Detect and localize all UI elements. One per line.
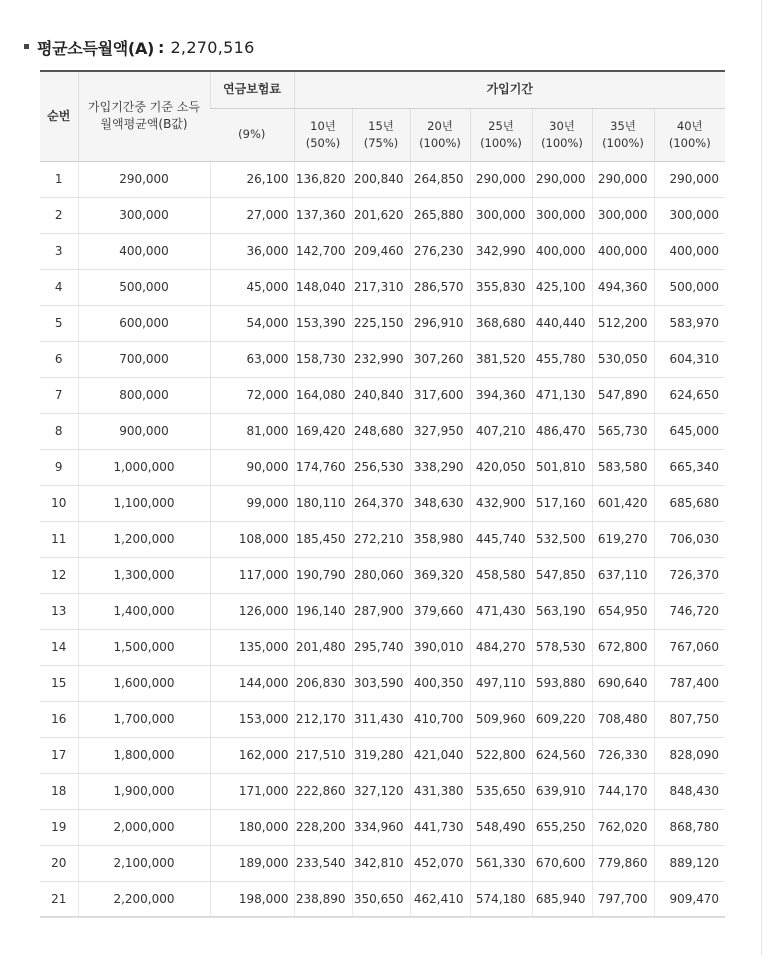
cell-40y: 685,680: [654, 485, 725, 521]
cell-25y: 300,000: [470, 197, 532, 233]
table-row: [40, 665, 725, 701]
period-rate: (100%): [419, 135, 461, 150]
cell-basis: 1,700,000: [78, 701, 210, 737]
cell-seq: 15: [40, 665, 78, 701]
cell-basis: 900,000: [78, 413, 210, 449]
cell-10y: 142,700: [294, 233, 352, 269]
cell-25y: 355,830: [470, 269, 532, 305]
cell-15y: 319,280: [352, 737, 410, 773]
cell-15y: 280,060: [352, 557, 410, 593]
heading-value: 2,270,516: [170, 37, 255, 57]
pension-rate-table: [40, 70, 725, 918]
cell-10y: 174,760: [294, 449, 352, 485]
cell-25y: 522,800: [470, 737, 532, 773]
cell-35y: 708,480: [592, 701, 654, 737]
cell-30y: 455,780: [532, 341, 592, 377]
cell-15y: 327,120: [352, 773, 410, 809]
table-row: [40, 881, 725, 917]
cell-25y: 471,430: [470, 593, 532, 629]
cell-15y: 334,960: [352, 809, 410, 845]
cell-35y: 601,420: [592, 485, 654, 521]
cell-15y: 311,430: [352, 701, 410, 737]
table-row: [40, 233, 725, 269]
table-row: [40, 809, 725, 845]
cell-10y: 233,540: [294, 845, 352, 881]
cell-30y: 290,000: [532, 161, 592, 197]
cell-15y: 272,210: [352, 521, 410, 557]
cell-25y: 407,210: [470, 413, 532, 449]
table-row: [40, 845, 725, 881]
cell-30y: 486,470: [532, 413, 592, 449]
cell-20y: 265,880: [410, 197, 470, 233]
cell-30y: 609,220: [532, 701, 592, 737]
cell-10y: 169,420: [294, 413, 352, 449]
cell-20y: 276,230: [410, 233, 470, 269]
table-row: [40, 557, 725, 593]
cell-40y: 726,370: [654, 557, 725, 593]
cell-20y: 421,040: [410, 737, 470, 773]
cell-25y: 509,960: [470, 701, 532, 737]
cell-40y: 583,970: [654, 305, 725, 341]
cell-15y: 287,900: [352, 593, 410, 629]
cell-25y: 445,740: [470, 521, 532, 557]
cell-35y: 300,000: [592, 197, 654, 233]
cell-40y: 624,650: [654, 377, 725, 413]
cell-20y: 358,980: [410, 521, 470, 557]
cell-seq: 14: [40, 629, 78, 665]
cell-premium: 45,000: [210, 269, 294, 305]
cell-40y: 665,340: [654, 449, 725, 485]
cell-seq: 10: [40, 485, 78, 521]
cell-basis: 2,200,000: [78, 881, 210, 917]
header-period: 가입기간: [294, 71, 725, 108]
cell-35y: 726,330: [592, 737, 654, 773]
cell-40y: 500,000: [654, 269, 725, 305]
cell-15y: 350,650: [352, 881, 410, 917]
cell-35y: 583,580: [592, 449, 654, 485]
header-period-15: [352, 108, 410, 161]
table-row: [40, 413, 725, 449]
cell-25y: 290,000: [470, 161, 532, 197]
cell-seq: 13: [40, 593, 78, 629]
table-row: [40, 593, 725, 629]
cell-basis: 1,500,000: [78, 629, 210, 665]
cell-35y: 290,000: [592, 161, 654, 197]
cell-20y: 369,320: [410, 557, 470, 593]
header-premium: 연금보험료: [210, 71, 294, 108]
cell-basis: 2,100,000: [78, 845, 210, 881]
cell-premium: 117,000: [210, 557, 294, 593]
cell-premium: 36,000: [210, 233, 294, 269]
cell-30y: 425,100: [532, 269, 592, 305]
cell-premium: 27,000: [210, 197, 294, 233]
header-period-10: [294, 108, 352, 161]
cell-10y: 212,170: [294, 701, 352, 737]
cell-basis: 1,100,000: [78, 485, 210, 521]
cell-30y: 655,250: [532, 809, 592, 845]
cell-25y: 535,650: [470, 773, 532, 809]
cell-premium: 189,000: [210, 845, 294, 881]
period-rate: (100%): [480, 135, 522, 150]
cell-25y: 342,990: [470, 233, 532, 269]
cell-premium: 126,000: [210, 593, 294, 629]
cell-10y: 206,830: [294, 665, 352, 701]
heading-label: 평균소득월액(A): [37, 38, 155, 58]
cell-30y: 578,530: [532, 629, 592, 665]
cell-basis: 1,300,000: [78, 557, 210, 593]
cell-seq: 19: [40, 809, 78, 845]
cell-premium: 198,000: [210, 881, 294, 917]
cell-10y: 217,510: [294, 737, 352, 773]
cell-basis: 300,000: [78, 197, 210, 233]
cell-35y: 779,860: [592, 845, 654, 881]
table-row: [40, 305, 725, 341]
cell-20y: 338,290: [410, 449, 470, 485]
cell-premium: 135,000: [210, 629, 294, 665]
cell-20y: 400,350: [410, 665, 470, 701]
cell-seq: 5: [40, 305, 78, 341]
cell-30y: 300,000: [532, 197, 592, 233]
cell-10y: 164,080: [294, 377, 352, 413]
cell-35y: 744,170: [592, 773, 654, 809]
cell-seq: 17: [40, 737, 78, 773]
period-rate: (100%): [668, 135, 711, 150]
cell-15y: 264,370: [352, 485, 410, 521]
cell-seq: 1: [40, 161, 78, 197]
cell-basis: 1,600,000: [78, 665, 210, 701]
cell-30y: 624,560: [532, 737, 592, 773]
cell-20y: 327,950: [410, 413, 470, 449]
cell-basis: 1,000,000: [78, 449, 210, 485]
cell-30y: 670,600: [532, 845, 592, 881]
cell-40y: 604,310: [654, 341, 725, 377]
cell-35y: 512,200: [592, 305, 654, 341]
cell-30y: 593,880: [532, 665, 592, 701]
heading-separator: :: [158, 37, 165, 57]
table-row: [40, 269, 725, 305]
cell-25y: 548,490: [470, 809, 532, 845]
cell-40y: 746,720: [654, 593, 725, 629]
cell-30y: 400,000: [532, 233, 592, 269]
cell-seq: 16: [40, 701, 78, 737]
period-rate: (50%): [305, 135, 341, 150]
header-basis: [78, 71, 210, 161]
header-period-20: [410, 108, 470, 161]
cell-40y: 706,030: [654, 521, 725, 557]
cell-10y: 136,820: [294, 161, 352, 197]
cell-30y: 517,160: [532, 485, 592, 521]
cell-premium: 90,000: [210, 449, 294, 485]
table-row: [40, 701, 725, 737]
cell-basis: 800,000: [78, 377, 210, 413]
cell-basis: 1,400,000: [78, 593, 210, 629]
header-premium-rate: (9%): [210, 108, 294, 161]
cell-15y: 201,620: [352, 197, 410, 233]
cell-20y: 307,260: [410, 341, 470, 377]
table-row: [40, 377, 725, 413]
cell-10y: 238,890: [294, 881, 352, 917]
average-income-heading: [24, 34, 255, 60]
cell-basis: 700,000: [78, 341, 210, 377]
cell-15y: 303,590: [352, 665, 410, 701]
cell-40y: 889,120: [654, 845, 725, 881]
cell-25y: 432,900: [470, 485, 532, 521]
cell-20y: 317,600: [410, 377, 470, 413]
cell-10y: 201,480: [294, 629, 352, 665]
table-row: [40, 197, 725, 233]
cell-premium: 72,000: [210, 377, 294, 413]
table-row: [40, 449, 725, 485]
cell-35y: 797,700: [592, 881, 654, 917]
cell-seq: 18: [40, 773, 78, 809]
cell-basis: 500,000: [78, 269, 210, 305]
cell-25y: 394,360: [470, 377, 532, 413]
table-row: [40, 629, 725, 665]
cell-35y: 762,020: [592, 809, 654, 845]
cell-30y: 532,500: [532, 521, 592, 557]
cell-15y: 209,460: [352, 233, 410, 269]
cell-30y: 471,130: [532, 377, 592, 413]
cell-20y: 390,010: [410, 629, 470, 665]
cell-20y: 441,730: [410, 809, 470, 845]
period-rate: (100%): [602, 135, 644, 150]
cell-premium: 81,000: [210, 413, 294, 449]
cell-25y: 420,050: [470, 449, 532, 485]
cell-seq: 7: [40, 377, 78, 413]
table-row: [40, 485, 725, 521]
cell-15y: 200,840: [352, 161, 410, 197]
cell-15y: 342,810: [352, 845, 410, 881]
cell-15y: 248,680: [352, 413, 410, 449]
table-row: [40, 341, 725, 377]
cell-basis: 290,000: [78, 161, 210, 197]
cell-10y: 222,860: [294, 773, 352, 809]
cell-35y: 690,640: [592, 665, 654, 701]
cell-seq: 20: [40, 845, 78, 881]
cell-10y: 158,730: [294, 341, 352, 377]
cell-40y: 767,060: [654, 629, 725, 665]
cell-30y: 685,940: [532, 881, 592, 917]
cell-premium: 153,000: [210, 701, 294, 737]
period-years: 25년: [488, 118, 514, 133]
cell-premium: 162,000: [210, 737, 294, 773]
table-row: [40, 521, 725, 557]
cell-35y: 530,050: [592, 341, 654, 377]
cell-35y: 672,800: [592, 629, 654, 665]
cell-40y: 645,000: [654, 413, 725, 449]
period-rate: (100%): [541, 135, 583, 150]
cell-10y: 190,790: [294, 557, 352, 593]
cell-20y: 462,410: [410, 881, 470, 917]
cell-seq: 12: [40, 557, 78, 593]
cell-35y: 494,360: [592, 269, 654, 305]
cell-basis: 1,900,000: [78, 773, 210, 809]
cell-premium: 54,000: [210, 305, 294, 341]
cell-40y: 807,750: [654, 701, 725, 737]
cell-25y: 574,180: [470, 881, 532, 917]
cell-25y: 497,110: [470, 665, 532, 701]
table-body: [40, 161, 725, 917]
cell-20y: 379,660: [410, 593, 470, 629]
cell-35y: 565,730: [592, 413, 654, 449]
cell-10y: 137,360: [294, 197, 352, 233]
cell-premium: 63,000: [210, 341, 294, 377]
cell-20y: 264,850: [410, 161, 470, 197]
cell-10y: 228,200: [294, 809, 352, 845]
cell-15y: 232,990: [352, 341, 410, 377]
cell-15y: 256,530: [352, 449, 410, 485]
header-period-30: [532, 108, 592, 161]
header-seq: 순번: [40, 71, 78, 161]
cell-40y: 848,430: [654, 773, 725, 809]
period-years: 35년: [610, 118, 636, 133]
cell-40y: 868,780: [654, 809, 725, 845]
cell-premium: 144,000: [210, 665, 294, 701]
cell-basis: 1,800,000: [78, 737, 210, 773]
cell-basis: 2,000,000: [78, 809, 210, 845]
cell-premium: 108,000: [210, 521, 294, 557]
cell-30y: 501,810: [532, 449, 592, 485]
cell-30y: 547,850: [532, 557, 592, 593]
cell-25y: 484,270: [470, 629, 532, 665]
cell-seq: 6: [40, 341, 78, 377]
cell-15y: 217,310: [352, 269, 410, 305]
header-period-40: [654, 108, 725, 161]
period-rate: (75%): [363, 135, 399, 150]
table-row: [40, 773, 725, 809]
cell-premium: 26,100: [210, 161, 294, 197]
cell-basis: 600,000: [78, 305, 210, 341]
cell-40y: 787,400: [654, 665, 725, 701]
cell-15y: 295,740: [352, 629, 410, 665]
cell-35y: 547,890: [592, 377, 654, 413]
cell-seq: 4: [40, 269, 78, 305]
cell-25y: 368,680: [470, 305, 532, 341]
cell-30y: 639,910: [532, 773, 592, 809]
period-years: 40년: [676, 118, 703, 133]
cell-40y: 828,090: [654, 737, 725, 773]
table-header: [40, 71, 725, 161]
period-years: 10년: [310, 118, 336, 133]
cell-35y: 619,270: [592, 521, 654, 557]
cell-20y: 431,380: [410, 773, 470, 809]
cell-10y: 180,110: [294, 485, 352, 521]
period-years: 15년: [368, 118, 394, 133]
cell-seq: 9: [40, 449, 78, 485]
period-years: 30년: [549, 118, 575, 133]
cell-20y: 410,700: [410, 701, 470, 737]
cell-seq: 2: [40, 197, 78, 233]
cell-10y: 153,390: [294, 305, 352, 341]
cell-20y: 348,630: [410, 485, 470, 521]
cell-25y: 561,330: [470, 845, 532, 881]
cell-basis: 400,000: [78, 233, 210, 269]
table-row: [40, 161, 725, 197]
cell-20y: 286,570: [410, 269, 470, 305]
cell-35y: 654,950: [592, 593, 654, 629]
cell-15y: 225,150: [352, 305, 410, 341]
header-basis-label: 가입기간중 기준 소득월액평균액(B값): [88, 100, 200, 132]
cell-10y: 148,040: [294, 269, 352, 305]
table-bottom-rule: [40, 916, 725, 917]
cell-20y: 452,070: [410, 845, 470, 881]
cell-25y: 381,520: [470, 341, 532, 377]
table-row: [40, 737, 725, 773]
cell-seq: 8: [40, 413, 78, 449]
cell-15y: 240,840: [352, 377, 410, 413]
period-years: 20년: [427, 118, 453, 133]
cell-seq: 3: [40, 233, 78, 269]
cell-40y: 400,000: [654, 233, 725, 269]
cell-30y: 440,440: [532, 305, 592, 341]
cell-premium: 99,000: [210, 485, 294, 521]
cell-40y: 909,470: [654, 881, 725, 917]
header-period-35: [592, 108, 654, 161]
cell-premium: 180,000: [210, 809, 294, 845]
cell-20y: 296,910: [410, 305, 470, 341]
cell-35y: 637,110: [592, 557, 654, 593]
bullet-icon: [24, 44, 29, 49]
cell-40y: 300,000: [654, 197, 725, 233]
cell-30y: 563,190: [532, 593, 592, 629]
cell-40y: 290,000: [654, 161, 725, 197]
cell-seq: 21: [40, 881, 78, 917]
cell-25y: 458,580: [470, 557, 532, 593]
cell-premium: 171,000: [210, 773, 294, 809]
cell-10y: 185,450: [294, 521, 352, 557]
cell-seq: 11: [40, 521, 78, 557]
cell-10y: 196,140: [294, 593, 352, 629]
header-period-25: [470, 108, 532, 161]
cell-35y: 400,000: [592, 233, 654, 269]
cell-basis: 1,200,000: [78, 521, 210, 557]
